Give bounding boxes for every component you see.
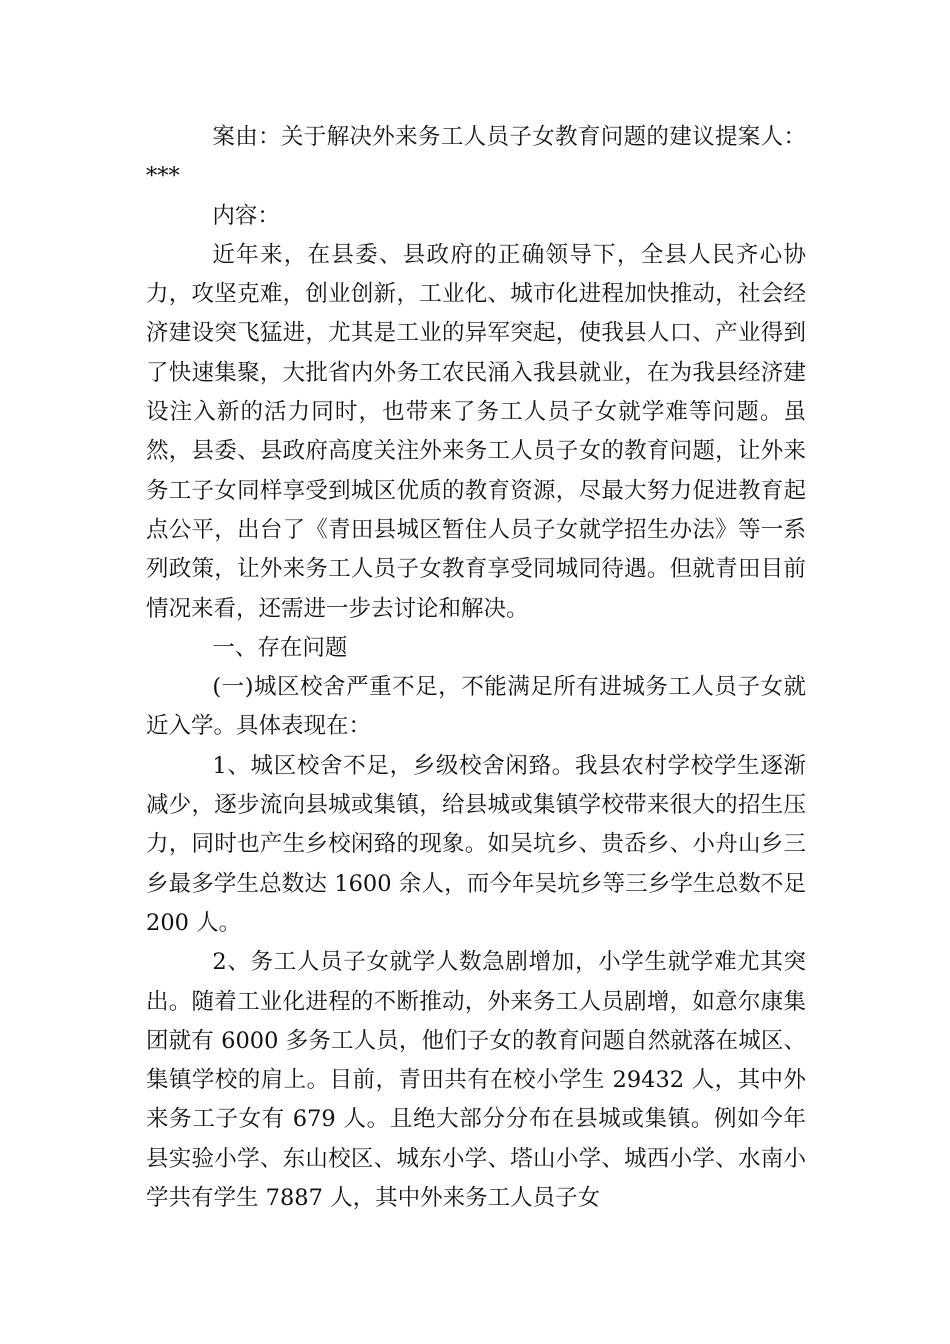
point-2-paragraph: 2、务工人员子女就学人数急剧增加，小学生就学难尤其突出。随着工业化进程的不断推动，外来务工人员剧增，如意尔康集团就有 6000 多务工人员，他们子女的教育问题自然就落在城区、集镇学校的肩上。目前，青田共有在校小学生 29432 人，其中外来务工子女有 679 人。且绝大部分分布在县城或集镇。例如今年县实验小学、东山校区、城东小学、塔山小学、城西小学、水南小学共有学生 7887 人，其中外来务工人员子女 [146, 949, 806, 1212]
background-paragraph: 近年来，在县委、县政府的正确领导下，全县人民齐心协力，攻坚克难，创业创新，工业化、城市化进程加快推动，社会经济建设突飞猛进，尤其是工业的异军突起，使我县人口、产业得到了快速集聚，大批省内外务工农民涌入我县就业，在为我县经济建设注入新的活力同时，也带来了务工人员子女就学难等问题。虽然，县委、县政府高度关注外来务工人员子女的教育问题，让外来务工子女同样享受到城区优质的教育资源，尽最大努力促进教育起点公平，出台了《青田县城区暂住人员子女就学招生办法》等一系列政策，让外来务工人员子女教育享受同城同待遇。但就青田目前情况来看，还需进一步去讨论和解决。 [146, 241, 806, 622]
subsection-heading-school-shortage: (一)城区校舍严重不足，不能满足所有进城务工人员子女就近入学。具体表现在： [146, 674, 806, 740]
document-body [146, 118, 814, 1218]
point-1-paragraph: 1、城区校舍不足，乡级校舍闲臵。我县农村学校学生逐渐减少，逐步流向县城或集镇，给县城或集镇学校带来很大的招生压力，同时也产生乡校闲臵的现象。如吴坑乡、贵岙乡、小舟山乡三乡最多学生总数达 1600 余人，而今年吴坑乡等三乡学生总数不足 200 人。 [146, 752, 814, 936]
content-label-paragraph: 内容： [212, 202, 280, 229]
proposal-subject-paragraph: 案由：关于解决外来务工人员子女教育问题的建议提案人：*** [146, 124, 806, 190]
section-heading-existing-problems: 一、存在问题 [212, 634, 348, 661]
